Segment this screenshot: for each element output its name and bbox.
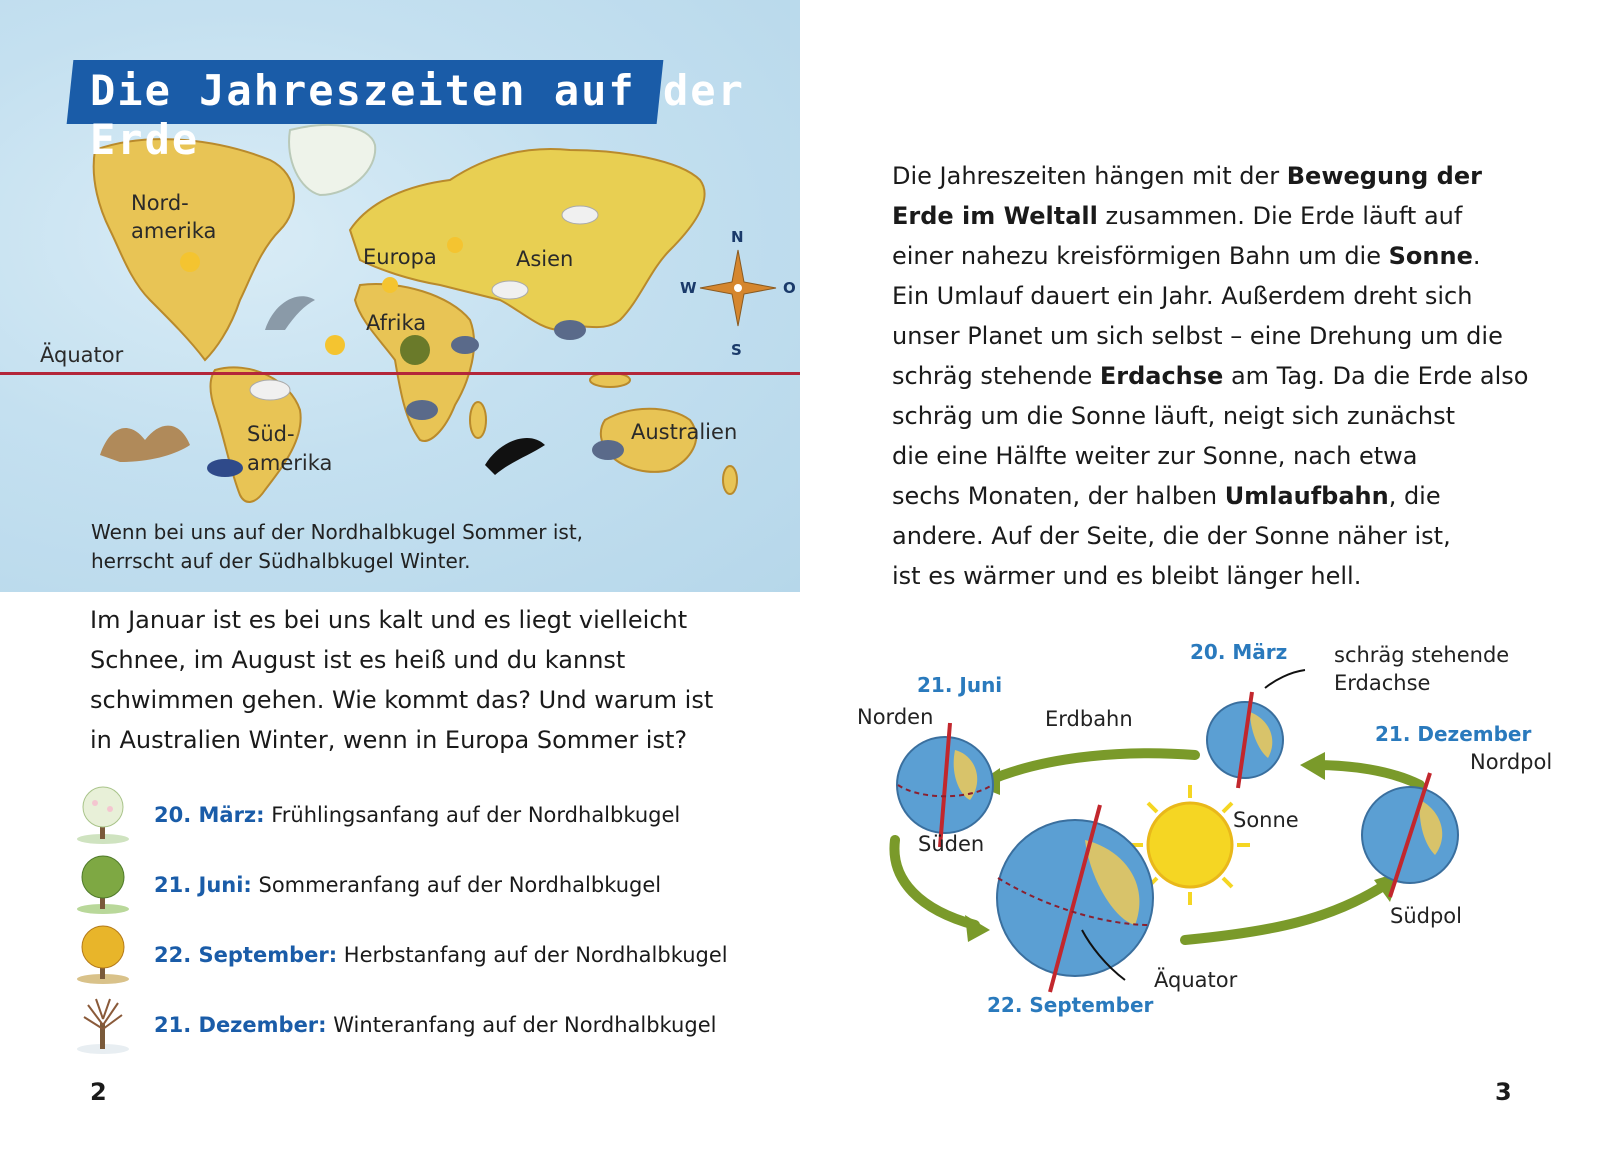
label-suedamerika-1: Süd- <box>247 422 295 446</box>
season-row-summer <box>70 855 661 915</box>
season-row-spring <box>70 785 680 845</box>
rain-cloud-icon <box>406 400 438 420</box>
paragraph-line <box>892 196 1572 236</box>
label-europa: Europa <box>363 245 437 269</box>
bold-term: Erde im Weltall <box>892 202 1098 230</box>
paragraph-line: ist es wärmer und es bleibt länger hell. <box>892 562 1362 590</box>
intro-paragraph <box>90 600 790 760</box>
bold-term: Bewegung der <box>1286 162 1482 190</box>
diagram-date-march: 20. März <box>1190 640 1288 664</box>
diagram-date-december: 21. Dezember <box>1375 722 1532 746</box>
indonesia-shape <box>590 373 630 387</box>
compass-s: S <box>731 341 742 359</box>
intro-line: in Australien Winter, wenn in Europa Sommer ist? <box>90 726 688 754</box>
rain-cloud-icon <box>451 336 479 354</box>
label-sueden: Süden <box>918 832 985 856</box>
orbit-arrow-bottom <box>1185 885 1385 940</box>
text-span: , die <box>1388 482 1441 510</box>
spring-tree-icon <box>70 785 136 845</box>
compass-n: N <box>731 228 744 246</box>
madagascar-shape <box>470 402 486 438</box>
label-aequator: Äquator <box>40 343 124 367</box>
sun-icon <box>447 237 463 253</box>
text-span: schräg stehende <box>892 362 1100 390</box>
octopus-icon <box>100 426 190 462</box>
cloud-icon <box>492 281 528 299</box>
text-span: zusammen. Die Erde läuft auf <box>1097 202 1463 230</box>
cloud-icon <box>250 380 290 400</box>
compass-o: O <box>783 279 796 297</box>
rain-cloud-icon <box>592 440 624 460</box>
paragraph-line: andere. Auf der Seite, die der Sonne näher ist, <box>892 522 1451 550</box>
intro-line: Im Januar ist es bei uns kalt und es liegt vielleicht <box>90 606 688 634</box>
paragraph-line <box>892 236 1572 276</box>
diagram-date-june: 21. Juni <box>917 673 1003 697</box>
sun-icon <box>325 335 345 355</box>
main-paragraph <box>892 156 1572 596</box>
orbit-arrowhead <box>1300 752 1325 780</box>
earth-december-icon <box>1362 773 1458 897</box>
label-afrika: Afrika <box>366 311 427 335</box>
season-desc: Frühlingsanfang auf der Nordhalbkugel <box>264 803 681 827</box>
text-span: am Tag. Da die Erde also <box>1223 362 1529 390</box>
paragraph-line <box>892 156 1572 196</box>
label-axis-2: Erdachse <box>1334 671 1431 695</box>
rain-cloud-icon <box>554 320 586 340</box>
season-date: 21. Juni: <box>154 873 252 897</box>
orbit-arrow-right <box>1315 765 1420 785</box>
season-text <box>154 873 661 897</box>
earth-june-icon <box>897 723 993 847</box>
label-sonne: Sonne <box>1233 808 1299 832</box>
axis-pointer-arrow <box>1265 670 1305 688</box>
paragraph-line: Ein Umlauf dauert ein Jahr. Außerdem dreht sich <box>892 282 1473 310</box>
north-america-shape <box>94 139 294 360</box>
label-erdbahn: Erdbahn <box>1045 707 1133 731</box>
earth-march-icon <box>1207 692 1283 788</box>
text-span: einer nahezu kreisförmigen Bahn um die <box>892 242 1389 270</box>
season-desc: Herbstanfang auf der Nordhalbkugel <box>337 943 728 967</box>
winter-tree-icon <box>70 995 136 1055</box>
season-date: 20. März: <box>154 803 265 827</box>
season-text <box>154 1013 716 1037</box>
label-australien: Australien <box>631 420 738 444</box>
season-desc: Sommeranfang auf der Nordhalbkugel <box>251 873 662 897</box>
label-asien: Asien <box>516 247 574 271</box>
map-caption-line-1: Wenn bei uns auf der Nordhalbkugel Sommer ist, <box>91 520 584 544</box>
world-map-panel <box>0 0 800 592</box>
paragraph-line <box>892 356 1572 396</box>
orbit-arrow-top <box>990 753 1195 780</box>
compass-w: W <box>680 279 697 297</box>
bold-term: Sonne <box>1388 242 1473 270</box>
cloud-icon <box>562 206 598 224</box>
label-aequator-diagram: Äquator <box>1154 968 1238 992</box>
paragraph-line: schräg um die Sonne läuft, neigt sich zunächst <box>892 402 1456 430</box>
intro-line: Schnee, im August ist es heiß und du kannst <box>90 646 626 674</box>
page-number-left: 2 <box>90 1078 107 1106</box>
sun-icon <box>382 277 398 293</box>
paragraph-line: unser Planet um sich selbst – eine Drehung um die <box>892 322 1503 350</box>
summer-tree-icon <box>70 855 136 915</box>
season-text <box>154 943 728 967</box>
page-number-right: 3 <box>1495 1078 1512 1106</box>
label-suedamerika-2: amerika <box>247 451 333 475</box>
tree-icon <box>400 335 430 365</box>
text-span: Die Jahreszeiten hängen mit der <box>892 162 1287 190</box>
label-norden: Norden <box>857 705 934 729</box>
rain-cloud-icon <box>207 459 243 477</box>
season-row-autumn <box>70 925 728 985</box>
label-suedpol: Südpol <box>1390 904 1462 928</box>
equator-line <box>0 372 800 375</box>
earth-september-icon <box>997 805 1153 992</box>
sun-icon <box>180 252 200 272</box>
paragraph-line <box>892 476 1572 516</box>
intro-line: schwimmen gehen. Wie kommt das? Und warum ist <box>90 686 714 714</box>
season-text <box>154 803 680 827</box>
autumn-tree-icon <box>70 925 136 985</box>
label-nordpol: Nordpol <box>1470 750 1553 774</box>
season-date: 22. September: <box>154 943 338 967</box>
paragraph-line: die eine Hälfte weiter zur Sonne, nach etwa <box>892 442 1418 470</box>
bold-term: Umlaufbahn <box>1224 482 1389 510</box>
page-title: Die Jahreszeiten auf der Erde <box>90 66 745 164</box>
map-caption-line-2: herrscht auf der Südhalbkugel Winter. <box>91 549 471 573</box>
label-nordamerika-1: Nord- <box>131 191 189 215</box>
dolphin-icon <box>265 296 315 330</box>
orbit-arrowhead <box>965 915 990 942</box>
season-row-winter <box>70 995 716 1055</box>
bold-term: Erdachse <box>1099 362 1224 390</box>
text-span: sechs Monaten, der halben <box>892 482 1225 510</box>
label-axis-1: schräg stehende <box>1334 643 1510 667</box>
compass-rose-icon <box>700 250 776 326</box>
orca-icon <box>485 438 545 475</box>
new-zealand-shape <box>723 466 737 494</box>
label-nordamerika-2: amerika <box>131 219 217 243</box>
diagram-date-september: 22. September <box>987 993 1154 1017</box>
season-date: 21. Dezember: <box>154 1013 327 1037</box>
season-desc: Winteranfang auf der Nordhalbkugel <box>326 1013 717 1037</box>
text-span: . <box>1472 242 1481 270</box>
